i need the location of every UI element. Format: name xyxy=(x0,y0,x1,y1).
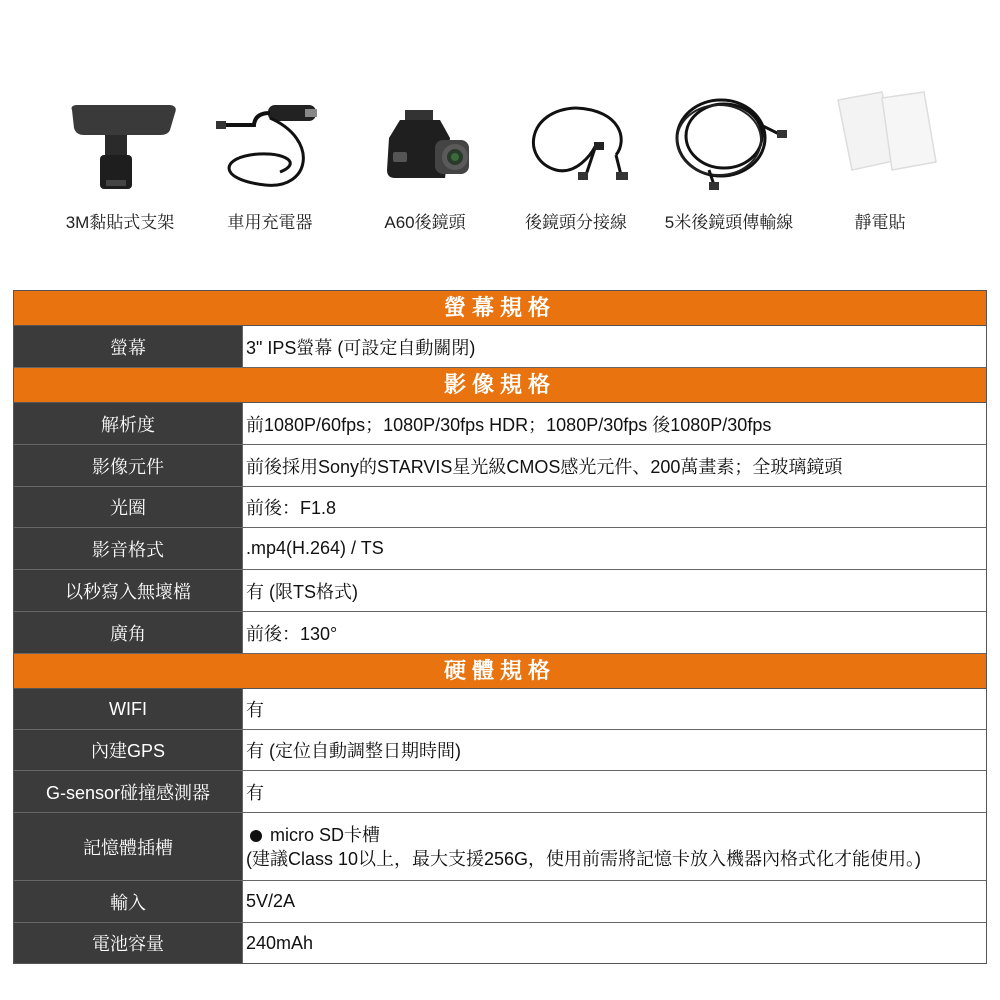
row-label: 記憶體插槽 xyxy=(14,813,243,880)
accessory-item xyxy=(50,80,190,240)
row-value: 240mAh xyxy=(246,932,314,953)
accessory-item xyxy=(506,80,646,240)
accessories-row xyxy=(0,80,1000,240)
table-row xyxy=(14,326,986,368)
extension-cable-icon xyxy=(669,80,789,195)
table-row xyxy=(14,771,986,813)
row-value: 3" IPS螢幕 (可設定自動關閉) xyxy=(246,337,476,358)
accessory-label: A60後鏡頭 xyxy=(384,213,466,232)
table-row xyxy=(14,445,986,487)
row-label: 影音格式 xyxy=(14,528,243,569)
row-label: 廣角 xyxy=(14,612,243,653)
table-row xyxy=(14,881,986,923)
bullet-icon xyxy=(250,830,262,842)
row-label: 以秒寫入無壞檔 xyxy=(14,570,243,611)
section-header-video: 影像規格 xyxy=(14,368,986,403)
table-row xyxy=(14,923,986,963)
row-value: 有 (限TS格式) xyxy=(246,581,358,602)
accessory-label: 後鏡頭分接線 xyxy=(525,213,627,232)
row-value: .mp4(H.264) / TS xyxy=(246,538,384,558)
row-value: 前後：130° xyxy=(246,623,338,644)
accessory-label: 靜電貼 xyxy=(854,213,906,232)
accessory-item xyxy=(355,80,495,240)
section-header-display: 螢幕規格 xyxy=(14,291,986,326)
car-charger-icon xyxy=(210,80,330,195)
table-row xyxy=(14,403,986,445)
row-value: 前後：F1.8 xyxy=(246,498,337,518)
row-value: 前1080P/60fps；1080P/30fps HDR；1080P/30fps 後1080P/30fps xyxy=(246,414,772,435)
memory-slot-note: (建議Class 10以上，最大支援256G，使用前需將記憶卡放入機器內格式化才能使用。) xyxy=(246,848,922,869)
static-sticker-icon xyxy=(820,80,940,195)
memory-slot-value: micro SD卡槽 xyxy=(270,824,381,845)
row-value: 有 xyxy=(246,700,264,720)
table-row xyxy=(14,689,986,730)
row-value: 前後採用Sony的STARVIS星光級CMOS感光元件、200萬畫素；全玻璃鏡頭 xyxy=(246,456,843,477)
row-label: 輸入 xyxy=(14,881,243,922)
section-header-hardware: 硬體規格 xyxy=(14,654,986,689)
row-label: G-sensor碰撞感測器 xyxy=(14,771,243,812)
row-label: 螢幕 xyxy=(14,326,243,367)
accessory-label: 3M黏貼式支架 xyxy=(65,213,175,232)
spec-table xyxy=(13,290,987,964)
accessory-item xyxy=(810,80,950,240)
row-value xyxy=(243,813,986,880)
memory-slot-line xyxy=(246,823,380,847)
row-value: 有 xyxy=(246,782,264,803)
accessory-item xyxy=(200,80,340,240)
table-row xyxy=(14,612,986,654)
row-label: 電池容量 xyxy=(14,923,243,963)
table-row xyxy=(14,570,986,612)
row-value: 有 (定位自動調整日期時間) xyxy=(246,741,461,761)
table-row xyxy=(14,813,986,881)
row-label: 影像元件 xyxy=(14,445,243,486)
table-row xyxy=(14,730,986,771)
table-row xyxy=(14,487,986,528)
accessory-label: 5米後鏡頭傳輸線 xyxy=(664,213,794,232)
accessory-label: 車用充電器 xyxy=(227,213,313,232)
row-label: 內建GPS xyxy=(14,730,243,770)
row-label: 光圈 xyxy=(14,487,243,527)
splitter-cable-icon xyxy=(516,80,636,195)
row-label: WIFI xyxy=(14,689,243,729)
adhesive-mount-icon xyxy=(60,80,180,195)
row-label: 解析度 xyxy=(14,403,243,444)
table-row xyxy=(14,528,986,570)
row-value: 5V/2A xyxy=(246,891,296,911)
rear-camera-icon xyxy=(365,80,485,195)
accessory-item xyxy=(659,80,799,240)
